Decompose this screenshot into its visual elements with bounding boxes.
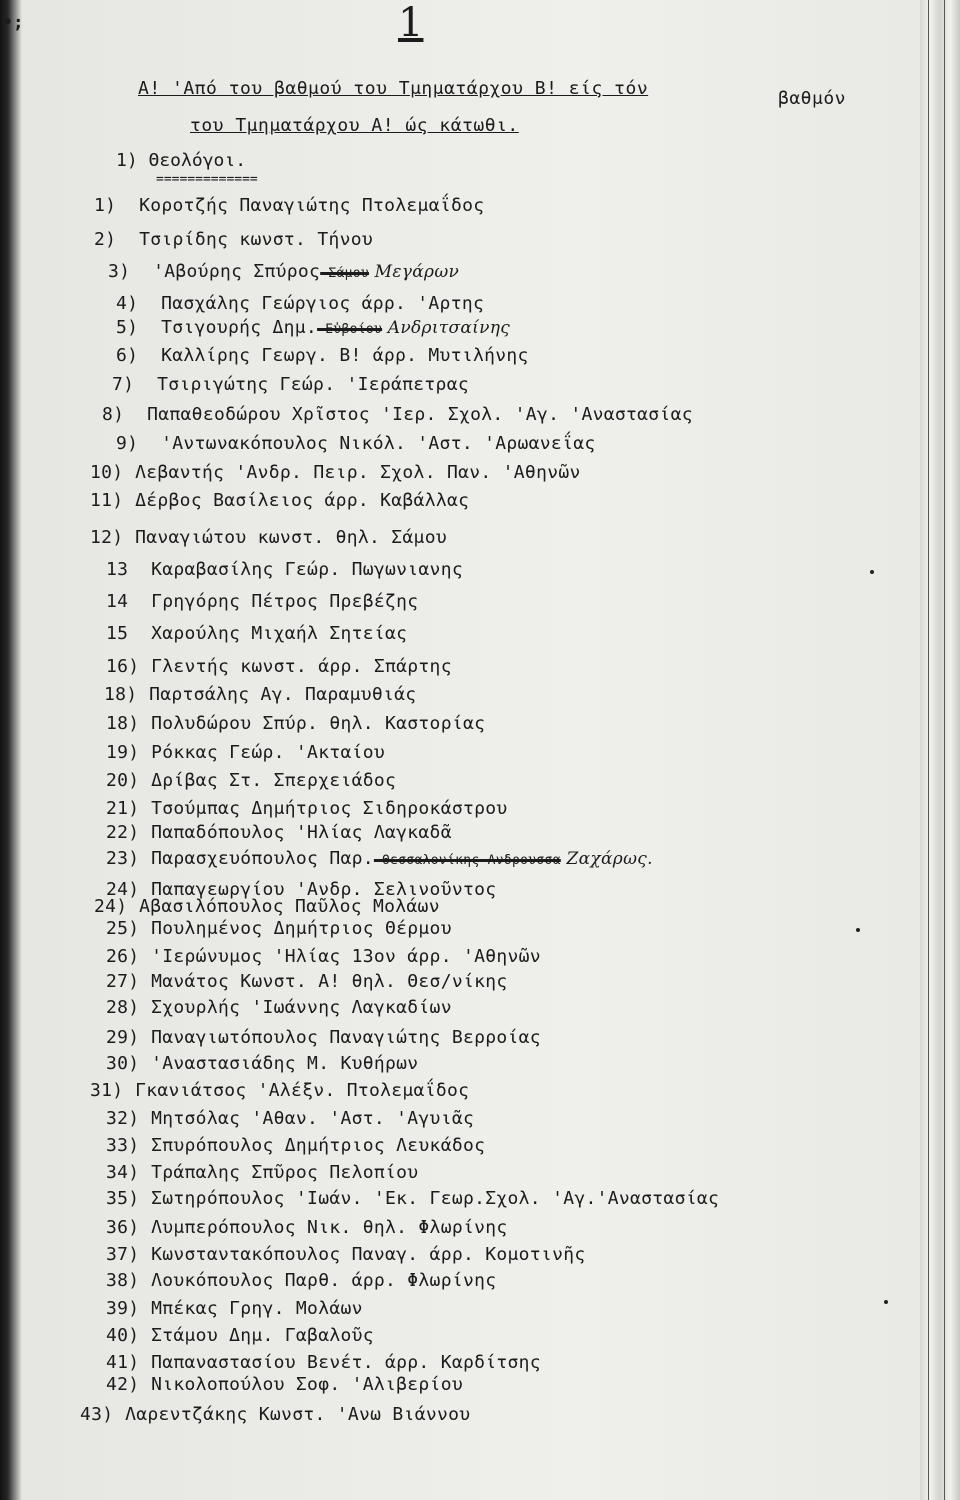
list-item: [106, 1374, 463, 1395]
list-item: [106, 1325, 374, 1346]
entry-text: Κωνσταντακόπουλος Παναγ. άρρ. Κομοτινῆς: [140, 1244, 586, 1265]
list-item: [106, 997, 452, 1018]
entry-text: 'Αντωνακόπουλος Νικόλ. 'Αστ. 'Αρωανεΐας: [150, 433, 596, 454]
entry-text: Πουλημένος Δημήτριος Θέρμου: [140, 918, 452, 939]
entry-number: 24): [106, 879, 140, 900]
entry-number: 8): [102, 404, 125, 425]
list-item: [106, 798, 508, 819]
entry-number: 34): [106, 1162, 140, 1183]
entry-text: 'Αβούρης Σπύρος: [142, 261, 321, 282]
list-item: [104, 684, 416, 705]
handwritten-correction: Μεγάρων: [368, 262, 460, 282]
list-item: [106, 822, 452, 843]
list-item: [106, 559, 463, 580]
entry-text: Τσιριγώτης Γεώρ. 'Ιεράπετρας: [146, 374, 469, 395]
entry-text: Παναγιωτόπουλος Παναγιώτης Βερροίας: [140, 1027, 541, 1048]
binding-edge: [920, 0, 960, 1500]
entry-text: 'Αναστασιάδης Μ. Κυθήρων: [140, 1053, 419, 1074]
entry-number: 42): [106, 1374, 140, 1395]
entry-text: Παπαδόπουλος 'Ηλίας Λαγκαδᾶ: [140, 822, 452, 843]
struck-text: Θεσσαλονίκης: [373, 853, 480, 868]
entry-text: Καλλίρης Γεωργ. Β! άρρ. Μυτιλήνης: [150, 345, 529, 366]
list-item: [106, 848, 653, 869]
entry-text: Νικολοπούλου Σοφ. 'Αλιβερίου: [140, 1374, 463, 1395]
list-item: [116, 345, 529, 366]
list-item: [106, 656, 452, 677]
entry-text: Πασχάλης Γεώργιος άρρ. 'Αρτης: [150, 293, 485, 314]
entry-number: 4): [116, 293, 139, 314]
entry-number: 28): [106, 997, 140, 1018]
entry-text: Λουκόπουλος Παρθ. άρρ. Φλωρίνης: [140, 1270, 497, 1291]
list-item: [106, 713, 485, 734]
entry-text: Παπαθεοδώρου Χρῖστος 'Ιερ. Σχολ. 'Αγ. 'Αναστασίας: [136, 404, 693, 425]
list-item: [116, 317, 510, 338]
list-item: [106, 1244, 585, 1265]
entry-number: 40): [106, 1325, 140, 1346]
entry-text: Γρηγόρης Πέτρος Πρεβέζης: [140, 591, 419, 612]
list-item: [112, 374, 469, 395]
list-item: [80, 1404, 470, 1425]
entry-number: 29): [106, 1027, 140, 1048]
entry-number: 27): [106, 971, 140, 992]
entry-number: 36): [106, 1217, 140, 1238]
entry-text: Παπαναστασίου Βενέτ. άρρ. Καρδίτσης: [140, 1352, 541, 1373]
list-item: [106, 770, 396, 791]
entry-text: Γλεντής κωνστ. άρρ. Σπάρτης: [140, 656, 452, 677]
entry-text: Μανάτος Κωνστ. Α! θηλ. Θεσ/νίκης: [140, 971, 508, 992]
list-item: [90, 490, 469, 511]
list-item: [106, 1027, 541, 1048]
entry-number: 6): [116, 345, 139, 366]
entry-number: 19): [106, 742, 140, 763]
entry-text: Σχουρλής 'Ιωάννης Λαγκαδίων: [140, 997, 452, 1018]
list-item: [106, 1298, 363, 1319]
entry-text: Τσιγουρής Δημ.: [150, 317, 318, 338]
list-item: [90, 527, 447, 548]
corner-mark: •;: [2, 12, 24, 33]
list-item: [106, 1270, 496, 1291]
ink-dot: [884, 1300, 888, 1304]
handwritten-correction: Ανδριτσαίνης: [382, 318, 511, 338]
entry-number: 25): [106, 918, 140, 939]
ink-dot: [856, 928, 860, 932]
entry-number: 23): [106, 848, 140, 869]
list-item: [106, 1217, 508, 1238]
list-item: [106, 1188, 719, 1209]
entry-number: 7): [112, 374, 135, 395]
entry-number: 24): [94, 896, 128, 917]
entry-text: Λαρεντζάκης Κωνστ. 'Ανω Βιάννου: [114, 1404, 471, 1425]
entry-number: 15: [106, 623, 129, 644]
entry-text: Ρόκκας Γεώρ. 'Ακταίου: [140, 742, 386, 763]
list-item: [90, 1080, 469, 1101]
entry-number: 3): [108, 261, 131, 282]
entry-number: 12): [90, 527, 124, 548]
list-item: [106, 1053, 418, 1074]
entry-number: 31): [90, 1080, 124, 1101]
entry-text: Παπαγεωργίου 'Ανδρ. Σελινοῦντος: [140, 879, 497, 900]
entry-number: 39): [106, 1298, 140, 1319]
heading-line-1-tail: βαθμόν: [778, 88, 847, 109]
entry-number: 35): [106, 1188, 140, 1209]
entry-text: Σωτηρόπουλος 'Ιωάν. 'Εκ. Γεωρ.Σχολ. 'Αγ.'Αναστασίας: [140, 1188, 720, 1209]
entry-number: 14: [106, 591, 129, 612]
entry-number: 32): [106, 1108, 140, 1129]
entry-text: Παρασχευόπουλος Παρ.: [140, 848, 374, 869]
list-item: [106, 591, 418, 612]
entry-number: 1): [94, 195, 117, 216]
entry-number: 16): [106, 656, 140, 677]
entry-text: 'Ιερώνυμος 'Ηλίας 13ον άρρ. 'Αθηνῶν: [140, 946, 541, 967]
struck-text: Εὐβοίου: [317, 322, 383, 337]
entry-text: Τσούμπας Δημήτριος Σιδηροκάστρου: [140, 798, 508, 819]
list-item: [106, 1162, 418, 1183]
entry-number: 38): [106, 1270, 140, 1291]
entry-text: Λεβαντής 'Ανδρ. Πειρ. Σχολ. Παν. 'Αθηνῶν: [124, 462, 581, 483]
entry-text: Κοροτζής Παναγιώτης Πτολεμαΐδος: [128, 195, 485, 216]
entry-number: 13: [106, 559, 129, 580]
entry-text: Σπυρόπουλος Δημήτριος Λευκάδος: [140, 1135, 486, 1156]
entry-text: Στάμου Δημ. Γαβαλοῦς: [140, 1325, 374, 1346]
entry-text: Μητσόλας 'Αθαν. 'Αστ. 'Αγυιᾶς: [140, 1108, 475, 1129]
entry-number: 21): [106, 798, 140, 819]
list-item: [106, 742, 385, 763]
entry-number: 41): [106, 1352, 140, 1373]
list-item: [108, 261, 459, 282]
entry-number: 18): [106, 713, 140, 734]
struck-text: Σάμου: [320, 266, 369, 281]
entry-text: Παρτσάλης Αγ. Παραμυθιάς: [138, 684, 417, 705]
entry-text: Λυμπερόπουλος Νικ. θηλ. Φλωρίνης: [140, 1217, 508, 1238]
entry-text: Καραβασίλης Γεώρ. Πωγωνιανης: [140, 559, 463, 580]
entry-text: Δρίβας Στ. Σπερχειάδος: [140, 770, 397, 791]
entry-number: 43): [80, 1404, 114, 1425]
heading-line-1: Α! 'Από του βαθμού του Τμηματάρχου Β! είς τόν βαθμόν: [138, 78, 847, 109]
entry-number: 30): [106, 1053, 140, 1074]
entry-number: 2): [94, 229, 117, 250]
handwritten-correction: Ζαχάρως.: [560, 849, 653, 869]
list-item: [106, 1108, 474, 1129]
list-item: [106, 971, 508, 992]
entry-text: Πολυδώρου Σπύρ. θηλ. Καστορίας: [140, 713, 486, 734]
entry-text: Γκανιάτσος 'Αλέξν. Πτολεμαΐδος: [124, 1080, 470, 1101]
heading-line-2: του Τμηματάρχου Α! ώς κάτωθι.: [190, 115, 519, 136]
list-item: [106, 946, 541, 967]
entry-number: 37): [106, 1244, 140, 1265]
entry-text: Δέρβος Βασίλειος άρρ. Καβάλλας: [124, 490, 470, 511]
entry-number: 18): [104, 684, 138, 705]
entry-text: Παναγιώτου κωνστ. θηλ. Σάμου: [124, 527, 447, 548]
entry-text: Χαρούλης Μιχαήλ Σητείας: [140, 623, 408, 644]
list-item: [94, 229, 373, 250]
page-number: 1: [398, 0, 424, 46]
entry-number: 22): [106, 822, 140, 843]
list-item: [94, 195, 484, 216]
list-item: [106, 1135, 485, 1156]
entry-number: 33): [106, 1135, 140, 1156]
list-item: [106, 623, 407, 644]
list-item: [90, 462, 581, 483]
entry-number: 10): [90, 462, 124, 483]
entry-number: 9): [116, 433, 139, 454]
entry-number: 26): [106, 946, 140, 967]
section-rule: =============: [156, 172, 258, 187]
entry-text: Τράπαλης Σπῦρος Πελοπίου: [140, 1162, 419, 1183]
entry-text: Μπέκας Γρηγ. Μολάων: [140, 1298, 363, 1319]
list-item: [94, 896, 440, 917]
entry-text: Αβασιλόπουλος Παῦλος Μολάων: [128, 896, 440, 917]
list-item: [106, 918, 452, 939]
entry-number: 20): [106, 770, 140, 791]
entry-number: 11): [90, 490, 124, 511]
section-title: 1) Θεολόγοι. =============: [116, 150, 258, 187]
list-item: [106, 1352, 541, 1373]
struck-text: Ανδρουσσα: [479, 853, 561, 868]
ink-dot: [870, 570, 874, 574]
list-item: [116, 433, 595, 454]
list-item: [116, 293, 484, 314]
entry-text: Τσιρίδης κωνστ. Τήνου: [128, 229, 374, 250]
entry-number: 5): [116, 317, 139, 338]
list-item: [102, 404, 693, 425]
